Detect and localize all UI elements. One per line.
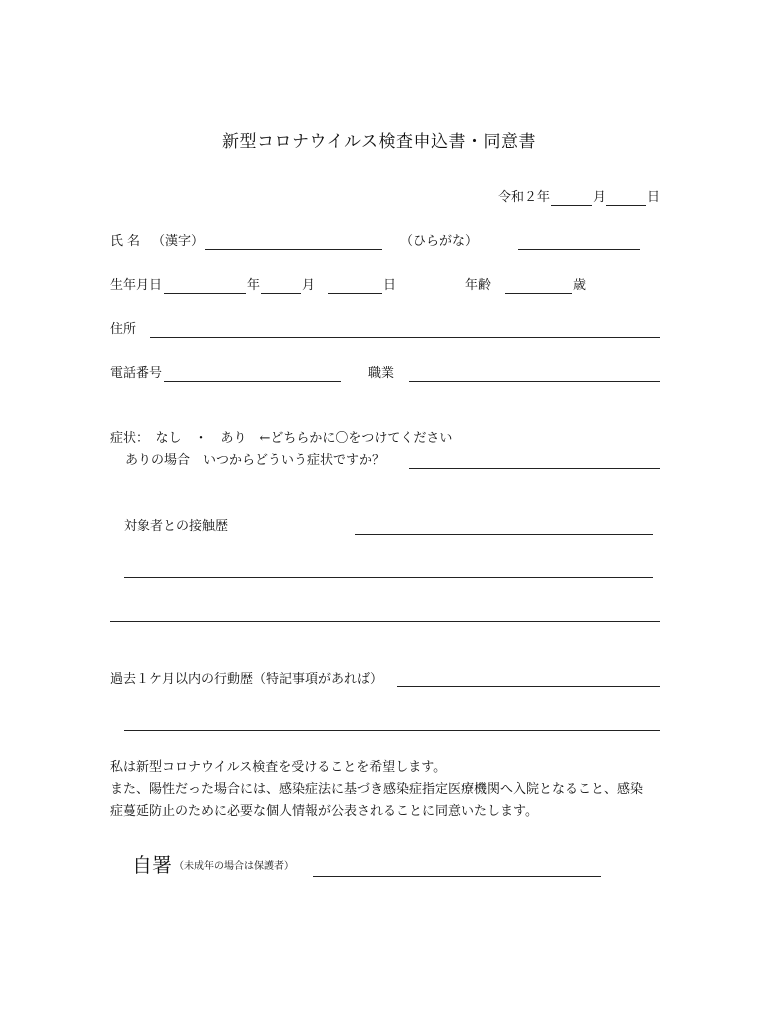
activity-history-field-2[interactable] — [124, 730, 660, 731]
birth-year-label: 年 — [247, 278, 261, 293]
birth-day-label: 日 — [383, 278, 397, 293]
signature-note: （未成年の場合は保護者） — [174, 861, 294, 872]
date-day-field[interactable] — [606, 205, 646, 206]
job-label: 職業 — [368, 366, 395, 381]
job-field[interactable] — [409, 381, 660, 382]
symptoms-detail-field[interactable] — [409, 468, 660, 469]
contact-history-field-2[interactable] — [124, 577, 653, 578]
age-label: 年齢 — [465, 278, 492, 293]
date-month-field[interactable] — [551, 205, 592, 206]
contact-history-field-1[interactable] — [355, 534, 653, 535]
date-day-label: 日 — [647, 190, 661, 205]
phone-field[interactable] — [164, 381, 341, 382]
birth-month-label: 月 — [302, 278, 316, 293]
name-kanji-label: （漢字） — [152, 234, 205, 249]
birth-month-field[interactable] — [261, 293, 301, 294]
form-title: 新型コロナウイルス検査申込書・同意書 — [222, 132, 536, 152]
contact-history-field-3[interactable] — [110, 621, 660, 622]
phone-label: 電話番号 — [110, 366, 163, 381]
age-unit-label: 歳 — [573, 278, 587, 293]
signature-label: 自署 — [132, 853, 172, 877]
birthdate-label: 生年月日 — [110, 278, 163, 293]
name-hiragana-field[interactable] — [518, 249, 640, 250]
age-field[interactable] — [505, 293, 572, 294]
address-label: 住所 — [110, 322, 137, 337]
date-era-label: 令和２年 — [498, 190, 551, 205]
date-month-label: 月 — [593, 190, 607, 205]
birth-day-field[interactable] — [328, 293, 382, 294]
activity-history-field-1[interactable] — [397, 686, 660, 687]
name-label: 氏名 — [110, 234, 145, 249]
name-kanji-field[interactable] — [205, 249, 382, 250]
contact-history-label: 対象者との接触歴 — [124, 519, 229, 534]
consent-line-3: 症蔓延防止のために必要な個人情報が公表されることに同意いたします。 — [110, 804, 538, 819]
consent-line-1: 私は新型コロナウイルス検査を受けることを希望します。 — [110, 760, 447, 775]
activity-history-label: 過去１ケ月以内の行動歴（特記事項があれば） — [110, 672, 384, 687]
address-field[interactable] — [150, 337, 660, 338]
symptoms-detail-question: ありの場合 いつからどういう症状ですか？ — [125, 453, 386, 468]
birth-year-field[interactable] — [164, 293, 246, 294]
name-hiragana-label: （ひらがな） — [400, 234, 479, 249]
signature-field[interactable] — [313, 876, 601, 877]
symptoms-question: 症状： なし ・ あり ←どちらかに〇をつけてください — [110, 431, 453, 446]
consent-line-2: また、陽性だった場合には、感染症法に基づき感染症指定医療機関へ入院となること、感染 — [110, 782, 644, 797]
